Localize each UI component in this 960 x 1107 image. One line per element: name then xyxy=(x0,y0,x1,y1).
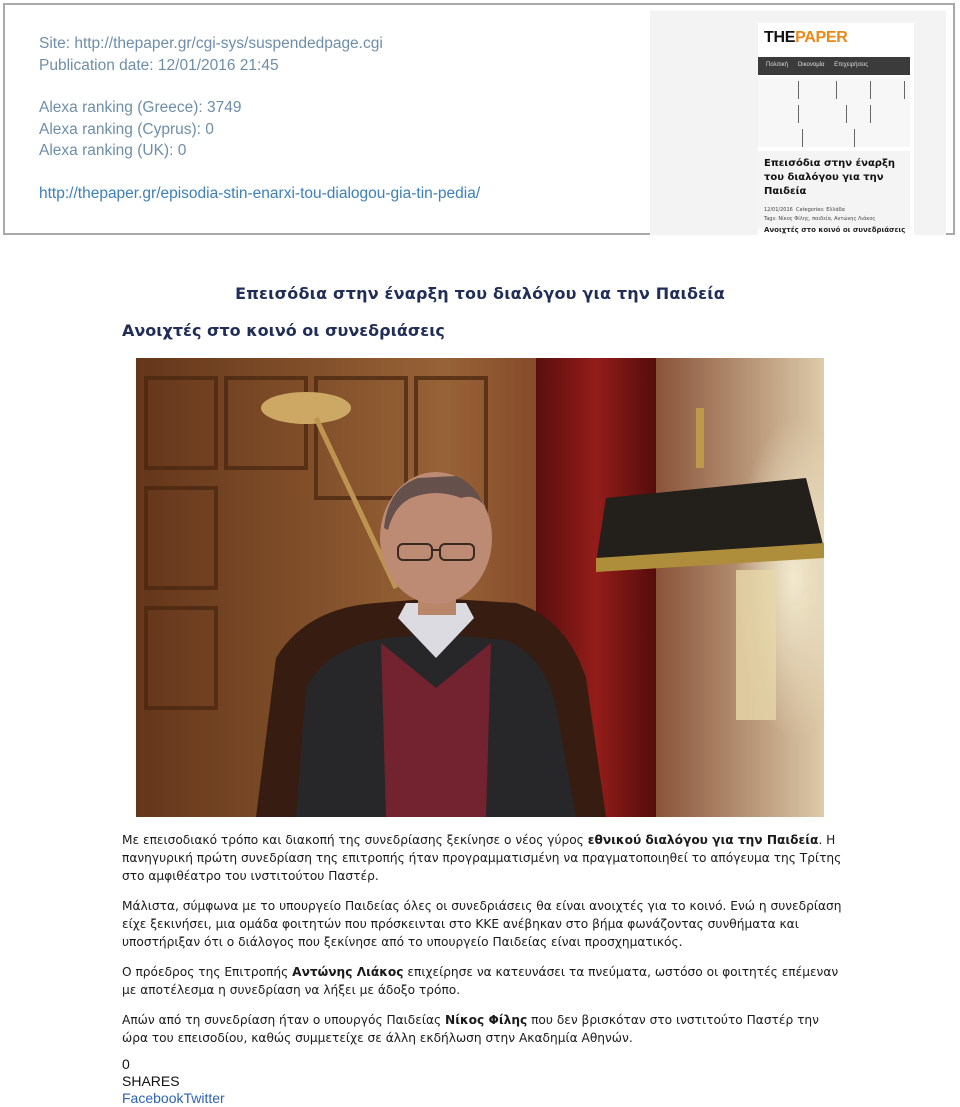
paragraph: Με επεισοδιακό τρόπο και διακοπή της συνεδρίασης ξεκίνησε ο νέος γύρος εθνικού διαλόγου για την Παιδεία. Η πανηγυρική πρώτη συνεδρίαση της επιτροπής ήταν προγραμματισμένη να πραγματοποιηθεί το απόγευμα της Τρίτης στο αμφιθέατρο του ινστιτούτου Παστέρ. xyxy=(122,833,842,883)
thumbnail-nav-item: Επιχειρήσεις xyxy=(834,62,869,68)
clipping-metadata-box xyxy=(3,3,955,235)
article-photo xyxy=(136,358,824,817)
thumbnail-subtitle: Ανοιχτές στο κοινό οι συνεδριάσεις xyxy=(764,226,906,234)
bold-name: Νίκος Φίλης xyxy=(445,1013,528,1027)
shares-label: SHARES xyxy=(122,1073,180,1089)
article-subtitle: Ανοιχτές στο κοινό οι συνεδριάσεις xyxy=(122,321,445,340)
thumbnail-nav-item: Πολιτική xyxy=(766,62,788,68)
article-body xyxy=(122,831,842,1059)
twitter-share-link[interactable]: Twitter xyxy=(183,1090,225,1106)
share-widget xyxy=(122,1056,225,1107)
paragraph: Μάλιστα, σύμφωνα με το υπουργείο Παιδείας όλες οι συνεδριάσεις θα είναι ανοιχτές για το κοινό. Ενώ η συνεδρίαση είχε ξεκινήσει, μια ομάδα φοιτητών που πρόσκεινται στο ΚΚΕ ανέβηκαν στο βήμα φωνάζοντας συνθήματα και υποστήριξαν ότι ο διάλογος που ξεκίνησε από το υπουργείο Παιδείας είναι προσχηματικός. xyxy=(122,899,842,949)
bold-phrase: εθνικού διαλόγου για την Παιδεία xyxy=(587,833,819,847)
thumbnail-title: Επεισόδια στην έναρξη του διαλόγου για την Παιδεία xyxy=(764,158,895,197)
site-line: Site: http://thepaper.gr/cgi-sys/suspendedpage.cgi xyxy=(39,35,383,52)
thumbnail-page xyxy=(758,23,914,235)
article-title: Επεισόδια στην έναρξη του διαλόγου για την Παιδεία xyxy=(235,284,725,303)
paragraph: Ο πρόεδρος της Επιτροπής Αντώνης Λιάκος επιχείρησε να κατευνάσει τα πνεύματα, ωστόσο οι φοιτητές επέμεναν με αποτέλεσμα η συνεδρίαση να λήξει με άδοξο τρόπο. xyxy=(122,965,839,997)
thumbnail-meta: 12/01/2016 Categories: Ελλάδα Tags: Νίκος Φίλης, παιδεία, Αντώνης Λιάκος xyxy=(764,207,876,222)
alexa-cyprus: Alexa ranking (Cyprus): 0 xyxy=(39,120,214,138)
thepaper-logo: THEPAPER xyxy=(764,29,848,46)
thumbnail-nav-bar xyxy=(758,57,910,75)
alexa-uk: Alexa ranking (UK): 0 xyxy=(39,142,187,159)
alexa-greece: Alexa ranking (Greece): 3749 xyxy=(39,99,242,116)
facebook-share-link[interactable]: Facebook xyxy=(122,1090,184,1106)
share-count: 0 xyxy=(122,1056,130,1072)
thumbnail-menu xyxy=(758,77,910,147)
article-url-link[interactable]: http://thepaper.gr/episodia-stin-enarxi-tou-dialogou-gia-tin-pedia/ xyxy=(39,184,481,202)
publication-date: Publication date: 12/01/2016 21:45 xyxy=(39,56,279,74)
thumbnail-nav-item: Οικονομία xyxy=(797,62,825,68)
thumbnail-article-card xyxy=(758,151,910,234)
paragraph: Απών από τη συνεδρίαση ήταν ο υπουργός Παιδείας Νίκος Φίλης που δεν βρισκόταν στο ινστιτούτο Παστέρ την ώρα του επεισοδίου, καθώς συμμετείχε σε άλλη εκδήλωση στην Ακαδημία Αθηνών. xyxy=(122,1013,819,1045)
bold-name: Αντώνης Λιάκος xyxy=(292,965,404,979)
metadata-text xyxy=(39,33,480,204)
page-screenshot-thumbnail xyxy=(650,11,946,235)
